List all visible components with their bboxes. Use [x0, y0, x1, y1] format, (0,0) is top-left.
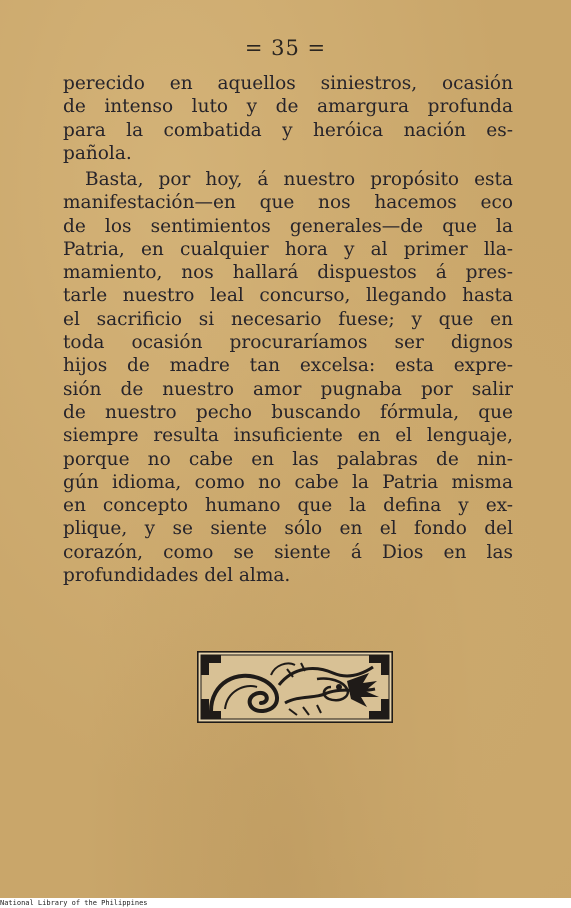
page-number: = 35 = [244, 36, 327, 60]
text-line: de los sentimientos generales—de que la [63, 215, 513, 237]
paragraph-1 [63, 72, 513, 165]
text-line: en concepto humano que la defina y ex- [63, 495, 513, 517]
dragon-ornament-icon [197, 651, 393, 723]
footer-credit: National Library of the Philippines [0, 899, 148, 907]
text-line: para la combatida y heróica nación es- [63, 119, 513, 141]
text-line: pañola. [63, 142, 132, 164]
text-line: gún idioma, como no cabe la Patria misma [63, 471, 513, 493]
text-line: profundidades del alma. [63, 565, 291, 587]
text-line: corazón, como se siente á Dios en las [63, 541, 513, 563]
text-line: hijos de madre tan excelsa: esta expre- [63, 355, 513, 377]
text-line: porque no cabe en las palabras de nin- [63, 448, 513, 470]
text-line: manifestación—en que nos hacemos eco [63, 192, 513, 214]
text-line: siempre resulta insuficiente en el lenguaje, [63, 425, 513, 447]
text-line: plique, y se siente sólo en el fondo del [63, 518, 513, 540]
text-line: mamiento, nos hallará dispuestos á pres- [63, 262, 513, 284]
text-line: Patria, en cualquier hora y al primer lla- [63, 238, 513, 260]
text-line: de nuestro pecho buscando fórmula, que [63, 401, 513, 423]
text-line: toda ocasión procuraríamos ser dignos [63, 332, 513, 354]
text-line: de intenso luto y de amargura profunda [63, 96, 513, 118]
text-line: perecido en aquellos siniestros, ocasión [63, 73, 513, 94]
text-line: sión de nuestro amor pugnaba por salir [63, 378, 513, 400]
text-line: tarle nuestro leal concurso, llegando hasta [63, 285, 513, 307]
text-line: Basta, por hoy, á nuestro propósito esta [85, 169, 513, 190]
text-line: el sacrificio si necesario fuese; y que en [63, 308, 513, 330]
paragraph-2 [63, 168, 513, 587]
